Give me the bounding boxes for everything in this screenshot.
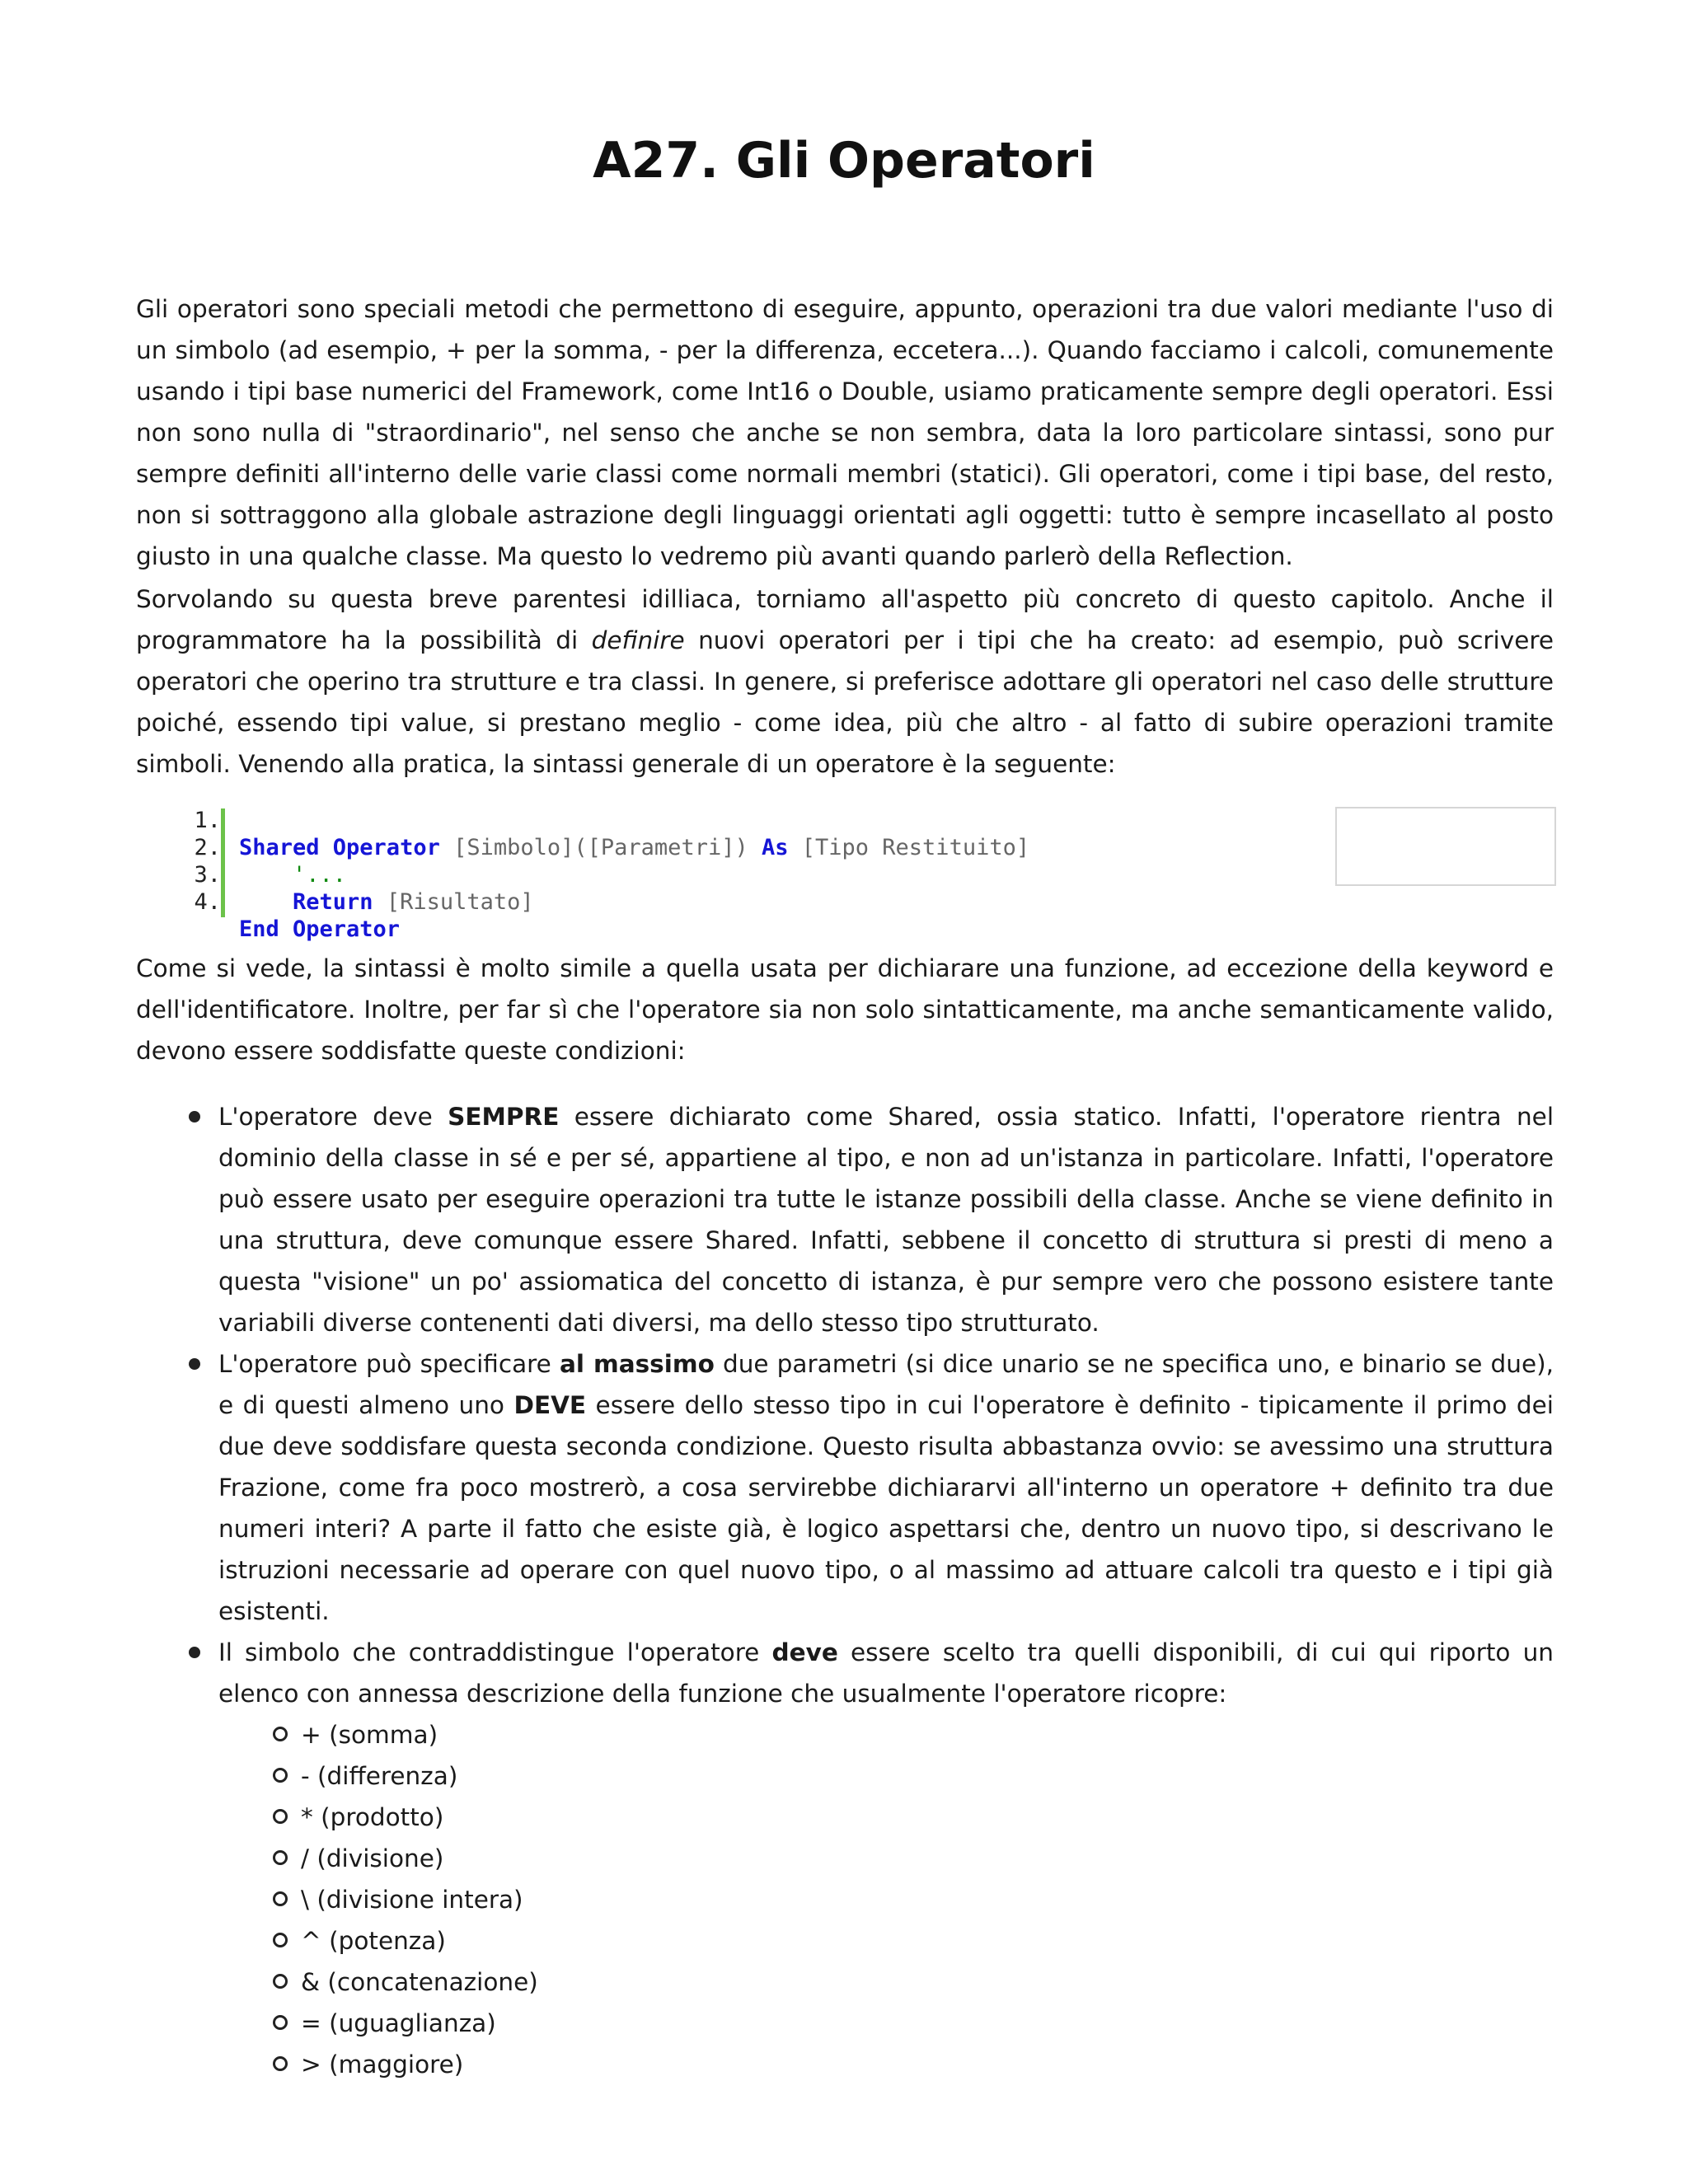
operator-text: \ (divisione intera) [301, 1886, 523, 1914]
operator-item [218, 2044, 1554, 2085]
operator-text: * (prodotto) [301, 1803, 444, 1831]
list-item [136, 1343, 1554, 1632]
operator-text: ^ (potenza) [301, 1927, 446, 1955]
operator-item [218, 1755, 1554, 1797]
code-lines [239, 807, 1029, 943]
syntax-intro-paragraph [136, 579, 1554, 785]
bullet-circle-icon [273, 2056, 288, 2071]
line-number: 1. [194, 808, 221, 833]
bullet-disc-icon [189, 1647, 200, 1658]
bullet-circle-icon [273, 1933, 288, 1947]
code-text: [Simbolo]([Parametri]) [439, 835, 762, 860]
keyword: Return [293, 889, 373, 915]
strong-text: SEMPRE [448, 1103, 560, 1131]
operator-item [218, 1961, 1554, 2003]
bullet-circle-icon [273, 1809, 288, 1824]
code-text: [Risultato] [373, 889, 534, 915]
list-item [136, 1632, 1554, 2085]
operator-text: = (uguaglianza) [301, 2009, 496, 2037]
keyword: As [761, 835, 789, 860]
strong-text: al massimo [559, 1350, 715, 1378]
list-text: L'operatore deve [218, 1103, 448, 1131]
operator-item [218, 2003, 1554, 2044]
conditions-paragraph: Come si vede, la sintassi è molto simile a quella usata per dichiarare una funzione, ad eccezione della keyword e dell'identificatore. Inoltre, per far sì che l'operatore sia non solo sintatticamente, ma anche semanticamente valido, devono essere soddisfatte queste condizioni: [136, 954, 1554, 1065]
operator-item [218, 1838, 1554, 1879]
paragraph-text: nuovi operatori per i tipi che ha creato: ad esempio, può scrivere operatori che operino tra strutture e tra classi. In genere, si preferisce adottare gli operatori nel caso delle strutture poiché, essendo tipi value, si prestano meglio - come idea, più che altro - al fatto di subire operazioni tramite simboli. Venendo alla pratica, la sintassi generale di un operatore è la seguente: [136, 626, 1554, 778]
operator-item [218, 1879, 1554, 1920]
list-text: essere dichiarato come Shared, ossia statico. Infatti, l'operatore rientra nel dominio della classe in sé e per sé, appartiene al tipo, e non ad un'istanza in particolare. Infatti, l'operatore può essere usato per eseguire operazioni tra tutte le istanze possibili della classe. Anche se viene definito in una struttura, deve comunque essere Shared. Infatti, sebbene il concetto di struttura si presti di meno a questa "visione" un po' assiomatica del concetto di istanza, è pur sempre vero che possono esistere tante variabili diverse contenenti dati diversi, ma dello stesso tipo strutturato. [218, 1103, 1554, 1337]
paragraph-text: Sorvolando su questa breve parentesi idilliaca, torniamo all'aspetto più concreto di questo capitolo. Anche il programmatore ha la possibilità di [136, 585, 1554, 654]
operator-text: + (somma) [301, 1721, 438, 1749]
list-text: Il simbolo che contraddistingue l'operatore [218, 1638, 772, 1666]
bullet-circle-icon [273, 1768, 288, 1783]
operator-item [218, 1797, 1554, 1838]
bullet-circle-icon [273, 1974, 288, 1989]
conditions-list [136, 1096, 1554, 2085]
operators-list [218, 1714, 1554, 2085]
code-line [239, 888, 1029, 916]
emphasis-text: definire [591, 626, 685, 654]
bullet-disc-icon [189, 1358, 200, 1370]
line-number: 2. [194, 835, 221, 860]
keyword: End Operator [239, 916, 401, 942]
operator-item [218, 1920, 1554, 1961]
operator-item [218, 1714, 1554, 1755]
bullet-circle-icon [273, 2015, 288, 2030]
code-indent [239, 889, 293, 915]
bullet-disc-icon [189, 1111, 200, 1122]
strong-text: DEVE [513, 1391, 587, 1419]
code-comment: '... [293, 862, 347, 888]
line-number: 3. [194, 862, 221, 888]
code-line [239, 861, 1029, 888]
list-text: essere dello stesso tipo in cui l'operatore è definito - tipicamente il primo dei due deve soddisfare questa seconda condizione. Questo risulta abbastanza ovvio: se avessimo una struttura Frazione, come fra poco mostrerò, a cosa servirebbe dichiararvi all'interno un operatore + definito tra due numeri interi? A parte il fatto che esiste già, è logico aspettarsi che, dentro un nuovo tipo, si descrivano le istruzioni necessarie ad operare con quel nuovo tipo, o al massimo ad attuare calcoli tra questo e i tipi già esistenti. [218, 1391, 1554, 1625]
bullet-circle-icon [273, 1850, 288, 1865]
list-text: essere scelto tra quelli disponibili, di cui qui riporto un elenco con annessa descrizione della funzione che usualmente l'operatore ricopre: [218, 1638, 1554, 1708]
code-indent [239, 862, 293, 888]
code-toolbar-box [1335, 807, 1556, 886]
list-text: L'operatore può specificare [218, 1350, 560, 1378]
keyword: Shared Operator [239, 835, 440, 860]
page-title: A27. Gli Operatori [593, 132, 1095, 190]
operator-text: > (maggiore) [301, 2050, 464, 2079]
list-item [136, 1096, 1554, 1343]
bullet-circle-icon [273, 1891, 288, 1906]
intro-paragraph: Gli operatori sono speciali metodi che permettono di eseguire, appunto, operazioni tra due valori mediante l'uso di un simbolo (ad esempio, + per la somma, - per la differenza, eccetera...). Quando facciamo i calcoli, comunemente usando i tipi base numerici del Framework, come Int16 o Double, usiamo praticamente sempre degli operatori. Essi non sono nulla di "straordinario", nel senso che anche se non sembra, data la loro particolare sintassi, sono pur sempre definiti all'interno delle varie classi come normali membri (statici). Gli operatori, come i tipi base, del resto, non si sottraggono alla globale astrazione degli linguaggi orientati agli oggetti: tutto è sempre incasellato al posto giusto in una qualche classe. Ma questo lo vedremo più avanti quando parlerò della Reflection. [136, 295, 1554, 570]
list-text: due parametri (si dice unario se ne specifica uno, e binario se due), e di questi almeno uno [218, 1350, 1554, 1419]
code-gutter-bar [221, 808, 225, 917]
operator-text: / (divisione) [301, 1844, 444, 1872]
code-line [239, 916, 1029, 943]
code-line [239, 834, 1029, 861]
strong-text: deve [771, 1638, 838, 1666]
code-text: [Tipo Restituito] [788, 835, 1030, 860]
operator-text: - (differenza) [301, 1762, 458, 1790]
line-number: 4. [194, 889, 221, 915]
operator-text: & (concatenazione) [301, 1968, 538, 1996]
code-line-numbers [171, 807, 221, 916]
bullet-circle-icon [273, 1727, 288, 1741]
